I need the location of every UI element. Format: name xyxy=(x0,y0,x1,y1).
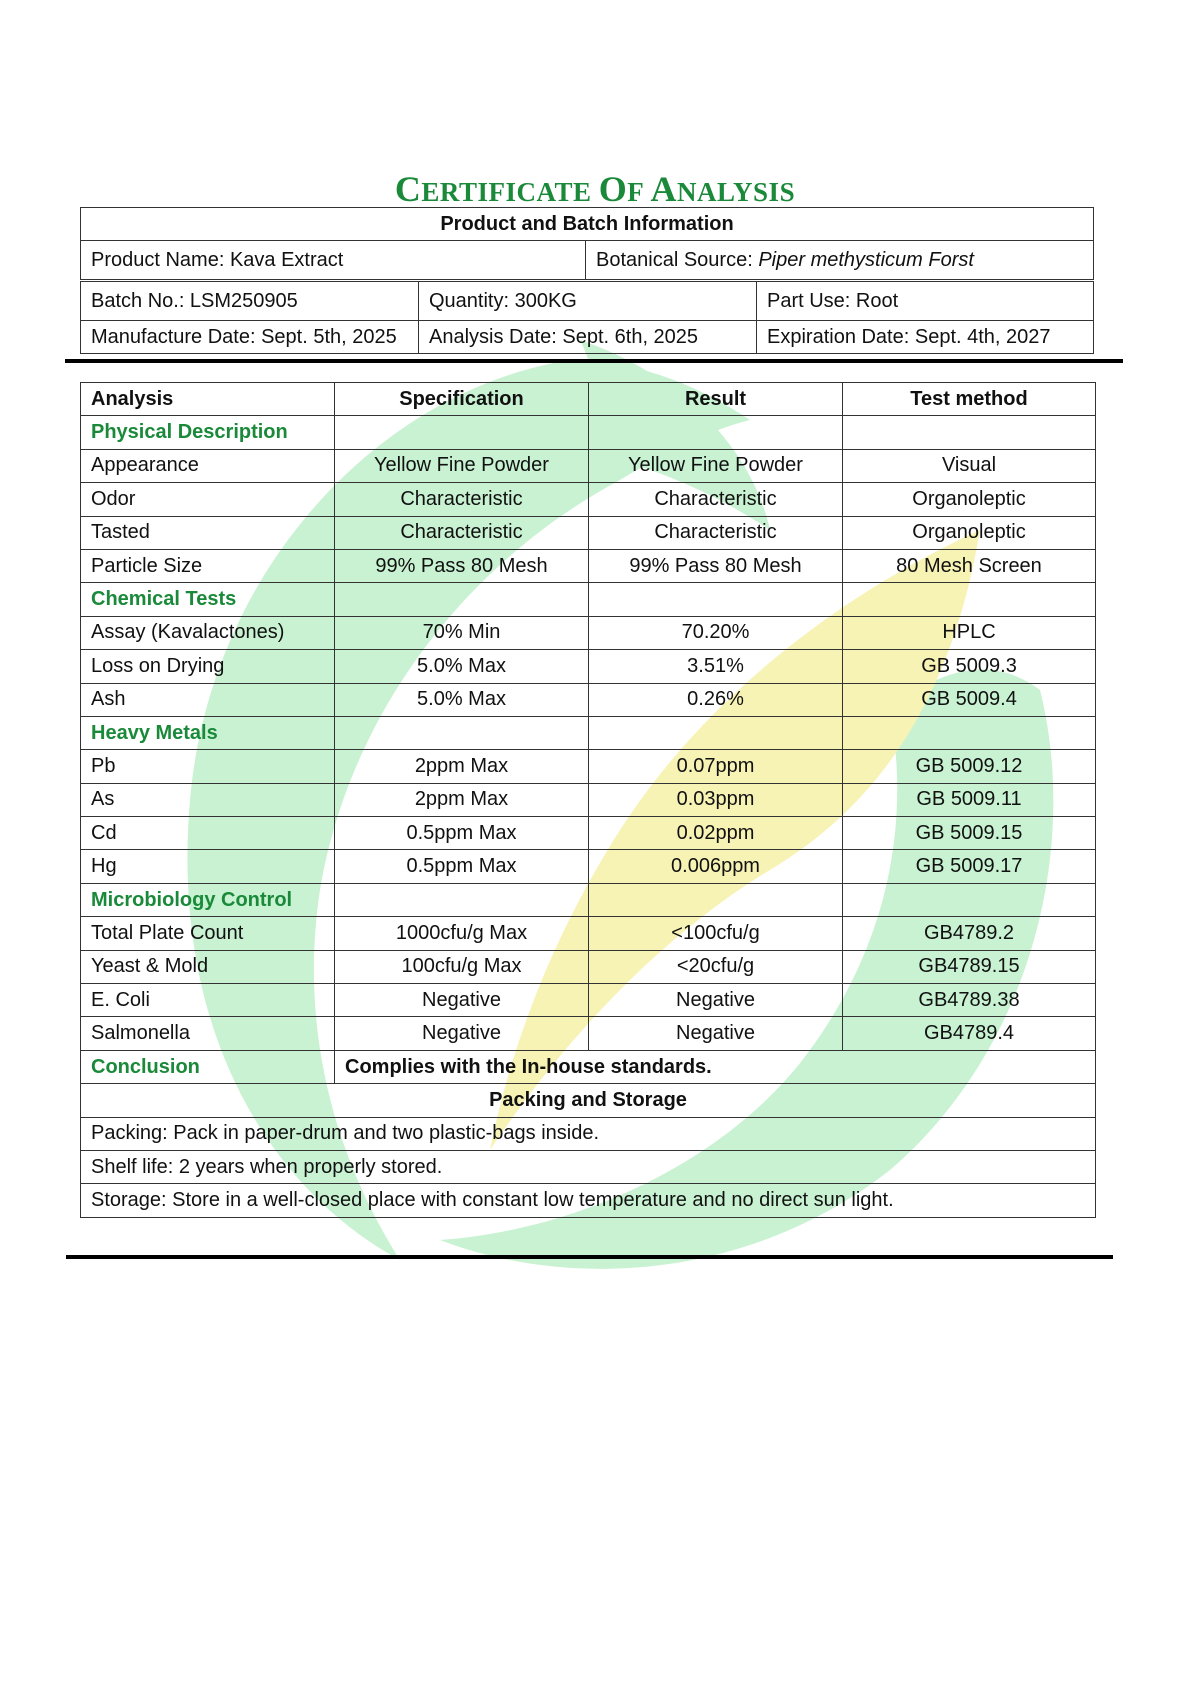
row-result: Negative xyxy=(589,1017,843,1050)
row-label: Particle Size xyxy=(81,549,335,582)
row-specification: 99% Pass 80 Mesh xyxy=(335,549,589,582)
row-specification: 0.5ppm Max xyxy=(335,850,589,883)
part-use: Part Use: Root xyxy=(757,282,1094,321)
botanical-source: Botanical Source: Piper methysticum Forst xyxy=(586,241,1094,280)
batch-info-header: Product and Batch Information xyxy=(81,208,1094,241)
row-test-method: Organoleptic xyxy=(843,516,1096,549)
row-label: Assay (Kavalactones) xyxy=(81,616,335,649)
row-result: Negative xyxy=(589,984,843,1017)
header-analysis: Analysis xyxy=(81,383,335,416)
row-result: Characteristic xyxy=(589,516,843,549)
row-test-method: HPLC xyxy=(843,616,1096,649)
row-label: Cd xyxy=(81,817,335,850)
quantity: Quantity: 300KG xyxy=(419,282,757,321)
section-chemical-tests: Chemical Tests xyxy=(81,583,335,616)
table-row xyxy=(81,449,1096,482)
section-row xyxy=(81,716,1096,749)
analysis-table xyxy=(80,382,1096,1218)
table-row xyxy=(81,783,1096,816)
section-microbiology-control: Microbiology Control xyxy=(81,883,335,916)
expiration-date: Expiration Date: Sept. 4th, 2027 xyxy=(757,321,1094,354)
row-specification: Characteristic xyxy=(335,516,589,549)
row-test-method: GB4789.15 xyxy=(843,950,1096,983)
header-result: Result xyxy=(589,383,843,416)
table-row xyxy=(81,549,1096,582)
row-specification: 2ppm Max xyxy=(335,750,589,783)
row-result: 70.20% xyxy=(589,616,843,649)
table-row xyxy=(81,850,1096,883)
table-row xyxy=(81,917,1096,950)
row-specification: Negative xyxy=(335,1017,589,1050)
conclusion-row xyxy=(81,1050,1096,1083)
table-row xyxy=(81,516,1096,549)
row-result: 0.26% xyxy=(589,683,843,716)
row-result: 99% Pass 80 Mesh xyxy=(589,549,843,582)
row-result: 0.006ppm xyxy=(589,850,843,883)
batch-number: Batch No.: LSM250905 xyxy=(81,282,419,321)
row-specification: Characteristic xyxy=(335,483,589,516)
page-title: CERTIFICATE OF ANALYSIS xyxy=(394,169,796,209)
table-row xyxy=(81,817,1096,850)
row-result: 0.03ppm xyxy=(589,783,843,816)
table-row xyxy=(81,616,1096,649)
analysis-date: Analysis Date: Sept. 6th, 2025 xyxy=(419,321,757,354)
row-test-method: 80 Mesh Screen xyxy=(843,549,1096,582)
row-specification: 0.5ppm Max xyxy=(335,817,589,850)
row-specification: 1000cfu/g Max xyxy=(335,917,589,950)
row-label: Hg xyxy=(81,850,335,883)
row-test-method: GB 5009.3 xyxy=(843,650,1096,683)
row-label: Total Plate Count xyxy=(81,917,335,950)
table-row xyxy=(81,683,1096,716)
table-row xyxy=(81,650,1096,683)
row-specification: 100cfu/g Max xyxy=(335,950,589,983)
row-label: Odor xyxy=(81,483,335,516)
shelf-life-text: Shelf life: 2 years when properly stored. xyxy=(81,1150,1096,1183)
row-specification: Negative xyxy=(335,984,589,1017)
bottom-divider-rule xyxy=(66,1255,1113,1259)
header-specification: Specification xyxy=(335,383,589,416)
product-name: Product Name: Kava Extract xyxy=(81,241,586,280)
table-row xyxy=(81,984,1096,1017)
row-specification: 5.0% Max xyxy=(335,683,589,716)
row-label: Tasted xyxy=(81,516,335,549)
row-result: Characteristic xyxy=(589,483,843,516)
row-label: As xyxy=(81,783,335,816)
section-row xyxy=(81,416,1096,449)
row-test-method: GB4789.2 xyxy=(843,917,1096,950)
row-result: <20cfu/g xyxy=(589,950,843,983)
packing-text: Packing: Pack in paper-drum and two plastic-bags inside. xyxy=(81,1117,1096,1150)
table-row xyxy=(81,483,1096,516)
row-result: <100cfu/g xyxy=(589,917,843,950)
conclusion-label: Conclusion xyxy=(81,1050,335,1083)
table-row xyxy=(81,1017,1096,1050)
table-row xyxy=(81,950,1096,983)
batch-details-table xyxy=(80,281,1094,354)
table-header-row xyxy=(81,383,1096,416)
row-test-method: GB 5009.11 xyxy=(843,783,1096,816)
row-test-method: Organoleptic xyxy=(843,483,1096,516)
row-specification: 5.0% Max xyxy=(335,650,589,683)
row-specification: 70% Min xyxy=(335,616,589,649)
packing-storage-header: Packing and Storage xyxy=(81,1084,1096,1117)
row-result: 0.02ppm xyxy=(589,817,843,850)
manufacture-date: Manufacture Date: Sept. 5th, 2025 xyxy=(81,321,419,354)
storage-text: Storage: Store in a well-closed place with constant low temperature and no direct sun light. xyxy=(81,1184,1096,1217)
conclusion-text: Complies with the In-house standards. xyxy=(335,1050,1096,1083)
row-test-method: GB4789.38 xyxy=(843,984,1096,1017)
batch-info-table xyxy=(80,207,1094,280)
row-result: Yellow Fine Powder xyxy=(589,449,843,482)
section-physical-description: Physical Description xyxy=(81,416,335,449)
row-label: Salmonella xyxy=(81,1017,335,1050)
table-row xyxy=(81,750,1096,783)
row-label: E. Coli xyxy=(81,984,335,1017)
row-test-method: GB 5009.17 xyxy=(843,850,1096,883)
row-label: Appearance xyxy=(81,449,335,482)
row-label: Ash xyxy=(81,683,335,716)
section-row xyxy=(81,883,1096,916)
row-test-method: GB 5009.12 xyxy=(843,750,1096,783)
header-test-method: Test method xyxy=(843,383,1096,416)
row-specification: Yellow Fine Powder xyxy=(335,449,589,482)
row-specification: 2ppm Max xyxy=(335,783,589,816)
row-result: 3.51% xyxy=(589,650,843,683)
row-test-method: Visual xyxy=(843,449,1096,482)
row-label: Loss on Drying xyxy=(81,650,335,683)
row-test-method: GB 5009.15 xyxy=(843,817,1096,850)
row-test-method: GB 5009.4 xyxy=(843,683,1096,716)
row-result: 0.07ppm xyxy=(589,750,843,783)
row-label: Pb xyxy=(81,750,335,783)
section-heavy-metals: Heavy Metals xyxy=(81,716,335,749)
divider-rule xyxy=(65,359,1123,363)
section-row xyxy=(81,583,1096,616)
row-test-method: GB4789.4 xyxy=(843,1017,1096,1050)
row-label: Yeast & Mold xyxy=(81,950,335,983)
